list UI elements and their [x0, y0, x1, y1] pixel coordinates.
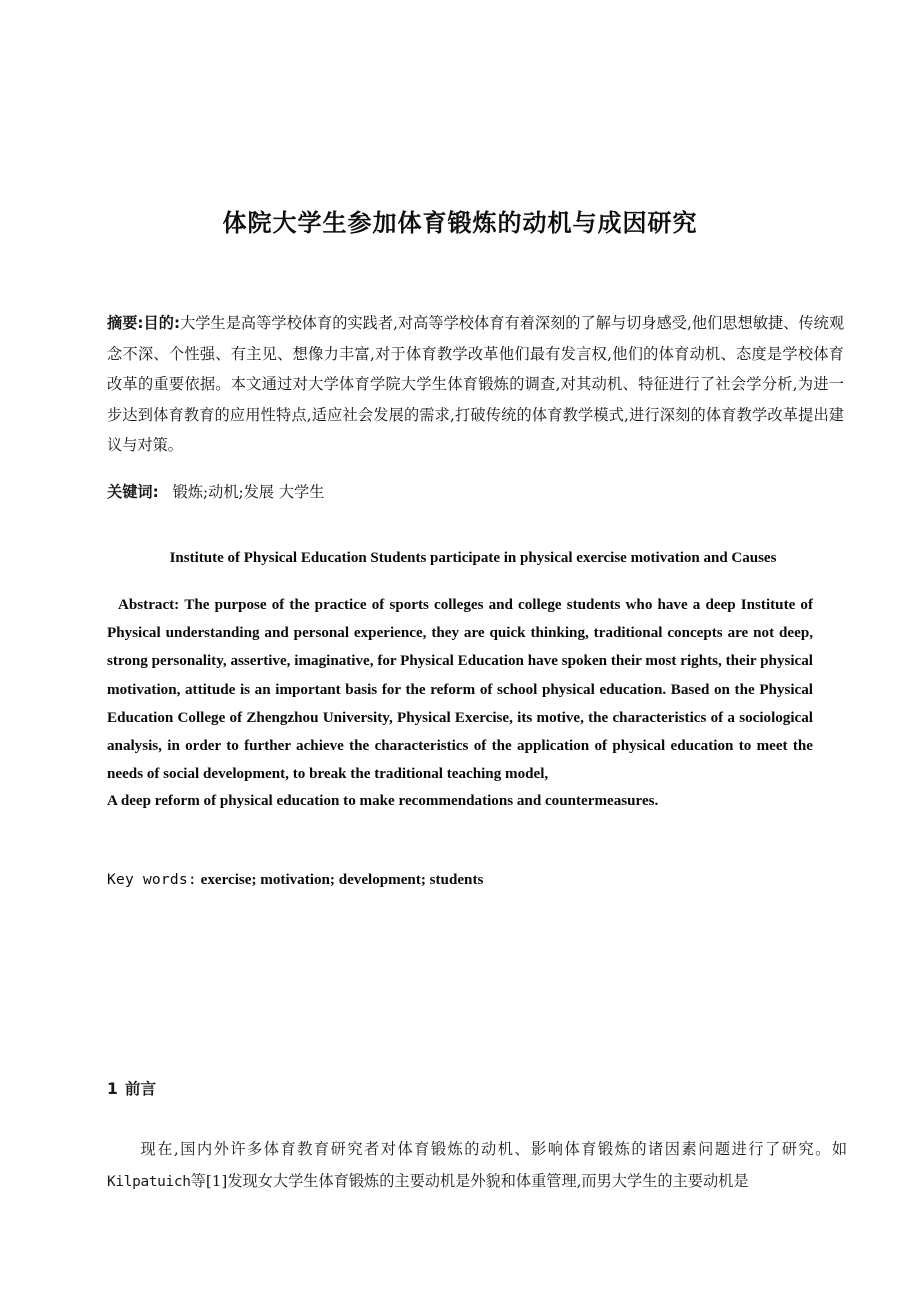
- citation-author-name: Kilpatuich: [107, 1174, 191, 1191]
- abstract-english: [107, 591, 813, 813]
- paragraph-line-2-prefix: 如: [831, 1140, 847, 1159]
- keywords-english-values: exercise; motivation; development; students: [200, 872, 484, 888]
- keywords-chinese-values: 锻炼;动机;发展 大学生: [172, 483, 325, 501]
- keywords-chinese-label: 关键词:: [107, 483, 159, 501]
- abstract-chinese-body: 大学生是高等学校体育的实践者,对高等学校体育有着深刻的了解与切身感受,他们思想敏捷、传统观念不深、个性强、有主见、想像力丰富,对于体育教学改革他们最有发言权,他们的体育动机、态度是学校体育改革的重要依据。本文通过对大学体育学院大学生体育锻炼的调查,对其动机、特征进行了社会学分析,为进一步达到体育教育的应用性特点,适应社会发展的需求,打破传统的体育教学模式,进行深刻的体育教学改革提出建议与对策。: [107, 314, 845, 454]
- abstract-english-body: The purpose of the practice of sports colleges and college students who have a deep Institute of Physical understanding and personal experience, they are quick thinking, traditional concepts are not deep, strong personality, assertive, imaginative, for Physical Education have spoken their most rights, their physical motivation, attitude is an important basis for the reform of school physical education. Based on the Physical Education College of Zhengzhou University, Physical Exercise, its motive, the characteristics of a sociological analysis, in order to further achieve the characteristics of the application of physical education to meet the needs of social development, to break the traditional teaching model,: [107, 597, 813, 783]
- abstract-english-tail-line: A deep reform of physical education to make recommendations and countermeasures.: [107, 793, 659, 810]
- paragraph-line-1: 现在,国内外许多体育教育研究者对体育锻炼的动机、影响体育锻炼的诸因素问题进行了研究。: [139, 1140, 832, 1159]
- keywords-chinese: [107, 478, 844, 506]
- abstract-chinese: [107, 308, 844, 461]
- page-title-chinese: 体院大学生参加体育锻炼的动机与成因研究: [222, 209, 698, 238]
- paragraph-line-2-rest: 等[1]发现女大学生体育锻炼的主要动机是外貌和体重管理,而男大学生的主要动机是: [190, 1172, 749, 1191]
- page-title-english: Institute of Physical Education Students participate in physical exercise motivation and Causes: [169, 550, 777, 567]
- section-title: 前言: [124, 1079, 157, 1098]
- section-number: 1: [107, 1079, 118, 1098]
- keywords-english-label: Key words:: [107, 871, 197, 888]
- section-heading-1: [107, 1076, 813, 1102]
- abstract-chinese-label: 摘要:目的:: [107, 314, 181, 332]
- abstract-english-label: Abstract:: [118, 597, 180, 613]
- body-paragraph-1: [107, 1133, 847, 1198]
- keywords-english: [107, 869, 813, 891]
